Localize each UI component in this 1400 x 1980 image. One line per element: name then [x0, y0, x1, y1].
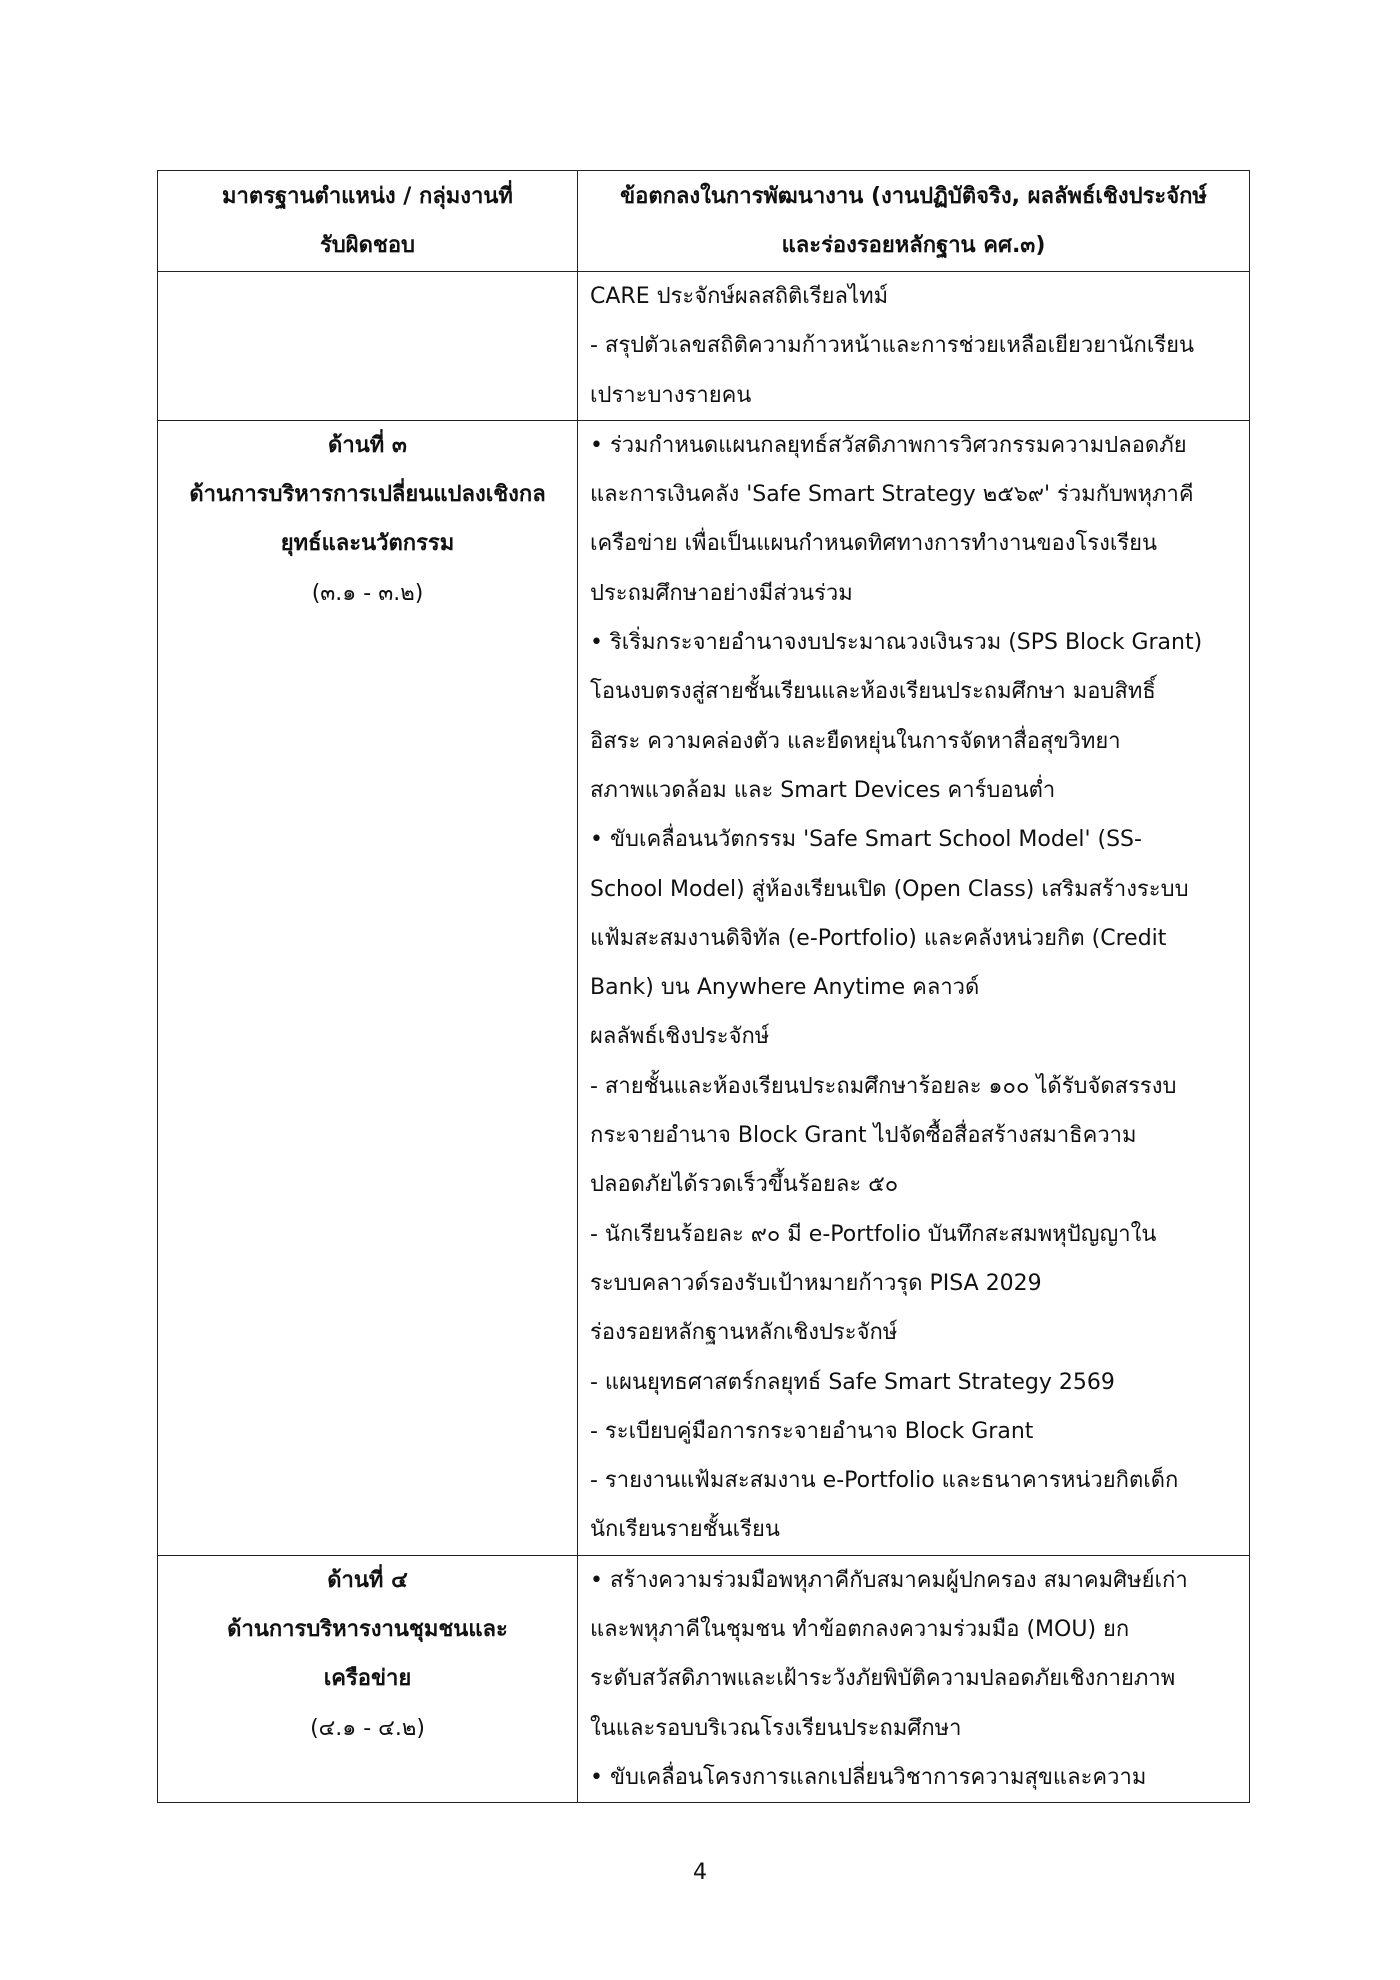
- area-title-line: ยุทธ์และนวัตกรรม: [280, 531, 455, 557]
- content-line: ประถมศึกษาอย่างมีส่วนร่วม: [590, 580, 853, 606]
- area-title-line: เครือข่าย: [323, 1666, 412, 1692]
- content-line: • ขับเคลื่อนโครงการแลกเปลี่ยนวิชาการความสุขและความ: [590, 1764, 1147, 1790]
- area-cell-continued: [158, 272, 578, 421]
- table-row: [158, 1555, 1250, 1802]
- page-number: 4: [693, 1860, 707, 1885]
- content-line: ในและรอบบริเวณโรงเรียนประถมศึกษา: [590, 1715, 962, 1741]
- content-line: Bank) บน Anywhere Anytime คลาวด์: [590, 975, 980, 1001]
- area-number: ด้านที่ ๓: [328, 432, 407, 458]
- content-line: - นักเรียนร้อยละ ๙๐ มี e-Portfolio บันทึกสะสมพหุปัญญาใน: [590, 1221, 1157, 1247]
- table-row: [158, 272, 1250, 421]
- content-line: • ขับเคลื่อนนวัตกรรม 'Safe Smart School Model' (SS-: [590, 827, 1142, 853]
- content-line: ผลลัพธ์เชิงประจักษ์: [590, 1024, 770, 1050]
- header-position-standard: [158, 171, 578, 272]
- content-line: สภาพแวดล้อม และ Smart Devices คาร์บอนต่ำ: [590, 777, 1056, 803]
- content-line: School Model) สู่ห้องเรียนเปิด (Open Class) เสริมสร้างระบบ: [590, 876, 1189, 902]
- area-indicator-range: (๔.๑ - ๔.๒): [310, 1715, 425, 1741]
- content-line: - สรุปตัวเลขสถิติความก้าวหน้าและการช่วยเหลือเยียวยานักเรียน: [590, 333, 1195, 359]
- content-line: - รายงานแฟ้มสะสมงาน e-Portfolio และธนาคารหน่วยกิตเด็ก: [590, 1468, 1179, 1494]
- header-right-line-2: และร่องรอยหลักฐาน คศ.๓): [781, 233, 1046, 258]
- area-number: ด้านที่ ๔: [327, 1567, 408, 1593]
- area-title-line: ด้านการบริหารงานชุมชนและ: [227, 1617, 508, 1643]
- header-left-line-1: มาตรฐานตำแหน่ง / กลุ่มงานที่: [222, 184, 513, 209]
- content-line: - แผนยุทธศาสตร์กลยุทธ์ Safe Smart Strategy 2569: [590, 1369, 1115, 1395]
- area-indicator-range: (๓.๑ - ๓.๒): [311, 580, 424, 606]
- content-line: ระดับสวัสดิภาพและเฝ้าระวังภัยพิบัติความปลอดภัยเชิงกายภาพ: [590, 1666, 1176, 1692]
- table-row: [158, 420, 1250, 1555]
- header-left-line-2: รับผิดชอบ: [319, 233, 416, 258]
- development-agreement-table: [157, 170, 1250, 1803]
- area-title-line: ด้านการบริหารการเปลี่ยนแปลงเชิงกล: [189, 482, 546, 508]
- content-line: โอนงบตรงสู่สายชั้นเรียนและห้องเรียนประถมศึกษา มอบสิทธิ์: [590, 679, 1156, 705]
- content-line: ปลอดภัยได้รวดเร็วขึ้นร้อยละ ๕๐: [590, 1172, 899, 1198]
- table-header-row: [158, 171, 1250, 272]
- content-line: เปราะบางรายคน: [590, 382, 752, 408]
- area-cell-3: [158, 420, 578, 1555]
- content-cell-3: [578, 420, 1250, 1555]
- header-development-agreement: [578, 171, 1250, 272]
- content-line: แฟ้มสะสมงานดิจิทัล (e-Portfolio) และคลังหน่วยกิต (Credit: [590, 925, 1167, 951]
- content-line: นักเรียนรายชั้นเรียน: [590, 1517, 780, 1543]
- content-cell-continued: [578, 272, 1250, 421]
- content-line: กระจายอำนาจ Block Grant ไปจัดซื้อสื่อสร้างสมาธิความ: [590, 1123, 1137, 1149]
- content-line: ระบบคลาวด์รองรับเป้าหมายก้าวรุด PISA 2029: [590, 1270, 1042, 1296]
- content-line: • สร้างความร่วมมือพหุภาคีกับสมาคมผู้ปกครอง สมาคมศิษย์เก่า: [590, 1567, 1188, 1593]
- content-line: และการเงินคลัง 'Safe Smart Strategy ๒๕๖๙' ร่วมกับพหุภาคี: [590, 482, 1194, 508]
- content-line: อิสระ ความคล่องตัว และยืดหยุ่นในการจัดหาสื่อสุขวิทยา: [590, 728, 1121, 754]
- content-line: • ร่วมกำหนดแผนกลยุทธ์สวัสดิภาพการวิศวกรรมความปลอดภัย: [590, 432, 1187, 458]
- content-line: CARE ประจักษ์ผลสถิติเรียลไทม์: [590, 284, 889, 309]
- content-line: - สายชั้นและห้องเรียนประถมศึกษาร้อยละ ๑๐๐ ได้รับจัดสรรงบ: [590, 1073, 1177, 1099]
- content-line: และพหุภาคีในชุมชน ทำข้อตกลงความร่วมมือ (MOU) ยก: [590, 1617, 1130, 1643]
- content-cell-4: [578, 1555, 1250, 1802]
- header-right-line-1: ข้อตกลงในการพัฒนางาน (งานปฏิบัติจริง, ผลลัพธ์เชิงประจักษ์: [620, 184, 1207, 209]
- area-cell-4: [158, 1555, 578, 1802]
- content-line: • ริเริ่มกระจายอำนาจงบประมาณวงเงินรวม (SPS Block Grant): [590, 630, 1203, 656]
- content-line: เครือข่าย เพื่อเป็นแผนกำหนดทิศทางการทำงานของโรงเรียน: [590, 531, 1158, 557]
- content-line: - ระเบียบคู่มือการกระจายอำนาจ Block Grant: [590, 1418, 1034, 1444]
- content-line: ร่องรอยหลักฐานหลักเชิงประจักษ์: [590, 1320, 898, 1346]
